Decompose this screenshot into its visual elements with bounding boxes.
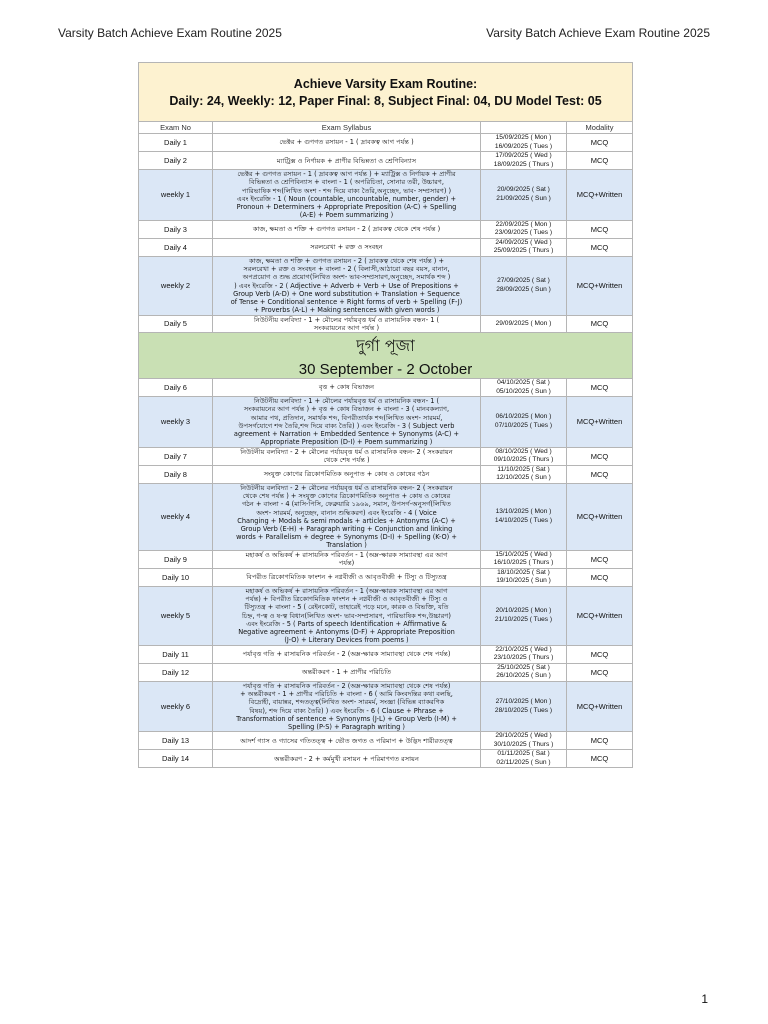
- date-line: 11/10/2025 ( Sat ): [497, 465, 550, 473]
- date-cell: [481, 645, 567, 663]
- modality-cell: MCQ: [567, 447, 633, 465]
- syllabus-line: আমার পথ, প্রতিদান, সমার্থক শব্দ, বিপরীতার্থক শব্দ(লিখিত অংশ- সারমর্ম,: [250, 413, 443, 422]
- date-line: 16/09/2025 ( Tues ): [494, 142, 553, 150]
- date-line: 19/10/2025 ( Sun ): [496, 577, 551, 585]
- date-cell: [481, 152, 567, 170]
- syllabus-cell: [213, 134, 481, 152]
- syllabus-cell: [213, 397, 481, 447]
- syllabus-cell: [213, 732, 481, 750]
- syllabus-line: বিদ্রোহী, বায়ান্নর, শব্দতত্ত্ব(লিখিত অংশ- সারমর্ম, সংজ্ঞা (বিভিন্ন ব্যাকরণিক: [248, 698, 445, 707]
- date-line: 24/09/2025 ( Wed ): [495, 238, 552, 246]
- exam-no-cell: Daily 6: [139, 379, 213, 397]
- table-row: [139, 397, 633, 447]
- modality-cell: MCQ: [567, 732, 633, 750]
- syllabus-line: নিউটনীয় বলবিদ্যা - 1 + মৌলের পর্যায়বৃত্ত ধর্ম ও রাসায়নিক বন্ধন- 1 (: [253, 315, 440, 324]
- exam-no-cell: weekly 5: [139, 586, 213, 645]
- table-row: [139, 568, 633, 586]
- syllabus-line: সংকরায়নের আগ পর্যন্ত ) + বৃত্ত + কোষ বিভাজন + বাংলা - 3 ( মানবকল্যাণ,: [243, 405, 450, 414]
- date-line: 15/10/2025 ( Wed ): [495, 550, 552, 558]
- exam-no-cell: Daily 5: [139, 315, 213, 332]
- table-row: [139, 315, 633, 332]
- date-line: 17/09/2025 ( Wed ): [495, 152, 552, 160]
- syllabus-line: বিষয়), শব্দ দিয়ে বাক্য তৈরি) ) এবং ইংরেজি - 6 ( Clause + Phrase +: [249, 706, 444, 715]
- syllabus-line: সরলরেখা + রক্ত ও সংবহন + বাংলা - 2 ( বিলাসী,আঠারো বছর বয়স, বানান,: [243, 265, 450, 274]
- syllabus-line: Changing + Modals & semi modals + articles + Antonyms (A-C) +: [237, 516, 456, 525]
- syllabus-cell: [213, 256, 481, 315]
- exam-no-cell: weekly 4: [139, 483, 213, 550]
- modality-cell: MCQ+Written: [567, 681, 633, 731]
- date-cell: [481, 315, 567, 332]
- modality-cell: MCQ: [567, 550, 633, 568]
- date-line: 18/09/2025 ( Thurs ): [493, 160, 554, 168]
- syllabus-line: মহাকর্ষ ও অভিকর্ষ + রাসায়নিক পরিবর্তন - 1 (অম্ল-ক্ষারক সাম্যাবস্থা এর আগ: [245, 586, 448, 595]
- syllabus-cell: [213, 663, 481, 681]
- date-cell: [481, 379, 567, 397]
- exam-no-cell: Daily 14: [139, 750, 213, 768]
- table-row: [139, 645, 633, 663]
- syllabus-line: গঠন + বাংলা - 4 (মাসি-পিসি, ফেব্রুয়ারি ১৯৬৯, সমাস, উপসর্গ-অনুসর্গ(লিখিত: [242, 500, 451, 509]
- exam-no-cell: weekly 6: [139, 681, 213, 731]
- running-header-left: Varsity Batch Achieve Exam Routine 2025: [58, 26, 282, 40]
- syllabus-line: নিউটনীয় বলবিদ্যা - 2 + মৌলের পর্যায়বৃত্ত ধর্ম ও রাসায়নিক বন্ধন- 2 ( সংকরায়ন: [240, 447, 453, 456]
- syllabus-line: ) এবং ইংরেজি - 2 ( Adjective + Adverb + Verb + Use of Prepositions +: [234, 281, 459, 290]
- modality-cell: MCQ: [567, 220, 633, 238]
- routine-sheet: [138, 62, 632, 768]
- syllabus-line: Group Verb (E-H) + Paragraph writing + Conjunction and linking: [240, 524, 453, 533]
- syllabus-cell: [213, 645, 481, 663]
- exam-no-cell: Daily 1: [139, 134, 213, 152]
- date-line: 05/10/2025 ( Sun ): [496, 387, 551, 395]
- syllabus-line: পর্যন্ত) + বিপরীত ত্রিকোণমিতিক ফাংশন + নগ্নবীজী ও আবৃতবীজী + টিস্যু ও: [245, 595, 448, 604]
- date-line: 13/10/2025 ( Mon ): [495, 508, 552, 516]
- syllabus-line: নিউটনীয় বলবিদ্যা - 2 + মৌলের পর্যায়বৃত্ত ধর্ম ও রাসায়নিক বন্ধন- 2 ( সংকরায়ন: [240, 483, 453, 492]
- syllabus-line: সংযুক্ত কোণের ত্রিকোণমিতিক অনুপাত + কোষ ও কোষের গঠন: [263, 470, 430, 479]
- date-line: 02/11/2025 ( Sun ): [496, 758, 551, 766]
- exam-no-cell: Daily 13: [139, 732, 213, 750]
- table-row: [139, 238, 633, 256]
- syllabus-line: বিভিন্নতা ও শ্রেণিবিন্যাস + বাংলা - 1 ( অপরিচিতা, সোনার তরী, উচ্চারণ,: [249, 178, 444, 187]
- syllabus-line: Group Verb (A-D) + One word substitution + Translation + Sequence: [233, 289, 460, 298]
- modality-cell: MCQ: [567, 645, 633, 663]
- routine-table: [138, 62, 633, 768]
- column-header-row: [139, 122, 633, 134]
- date-cell: [481, 256, 567, 315]
- exam-no-cell: Daily 9: [139, 550, 213, 568]
- syllabus-cell: [213, 681, 481, 731]
- date-line: 14/10/2025 ( Tues ): [494, 516, 553, 524]
- modality-cell: MCQ: [567, 568, 633, 586]
- col-header-syllabus: Exam Syllabus: [213, 122, 481, 134]
- date-line: 08/10/2025 ( Wed ): [495, 447, 552, 455]
- syllabus-line: (A-E) + Poem summarizing ): [299, 211, 394, 220]
- holiday-title: দুর্গা পূজা: [356, 336, 415, 356]
- syllabus-line: সংকরায়নের আগ পর্যন্ত ): [313, 323, 380, 332]
- syllabus-line: + Proverbs (A-L) + Making sentences with given words ): [253, 306, 440, 315]
- date-cell: [481, 238, 567, 256]
- syllabus-cell: [213, 238, 481, 256]
- date-line: 09/10/2025 ( Thurs ): [493, 456, 554, 464]
- table-row: [139, 465, 633, 483]
- date-cell: [481, 465, 567, 483]
- exam-no-cell: Daily 10: [139, 568, 213, 586]
- routine-title: [139, 63, 633, 122]
- page-number: 1: [701, 992, 708, 1006]
- modality-cell: MCQ: [567, 152, 633, 170]
- date-line: 27/09/2025 ( Sat ): [497, 277, 550, 285]
- running-header-right: Varsity Batch Achieve Exam Routine 2025: [486, 26, 710, 40]
- exam-no-cell: weekly 1: [139, 170, 213, 220]
- exam-no-cell: Daily 7: [139, 447, 213, 465]
- table-row: [139, 447, 633, 465]
- date-cell: [481, 681, 567, 731]
- syllabus-cell: [213, 315, 481, 332]
- date-line: 29/10/2025 ( Wed ): [495, 732, 552, 740]
- modality-cell: MCQ: [567, 238, 633, 256]
- syllabus-cell: [213, 220, 481, 238]
- date-line: 15/09/2025 ( Mon ): [495, 134, 552, 141]
- date-line: 01/11/2025 ( Sat ): [497, 750, 550, 758]
- syllabus-line: এবং ইংরেজি - 1 ( Noun (countable, uncountable, number, gender) +: [236, 194, 457, 203]
- syllabus-cell: [213, 170, 481, 220]
- routine-title-line1: Achieve Varsity Exam Routine:: [293, 76, 478, 91]
- syllabus-line: ভেক্টর + গুণগত রসায়ন - 1 ( দ্রাবকত্ব আগ পর্যন্ত ) + ম্যাট্রিক্স ও নির্ণায়ক + প্রাণীর: [237, 170, 456, 179]
- holiday-dates: 30 September - 2 October: [298, 361, 473, 379]
- modality-cell: MCQ: [567, 750, 633, 768]
- syllabus-cell: [213, 379, 481, 397]
- date-line: 21/09/2025 ( Sun ): [496, 194, 551, 202]
- table-row: [139, 220, 633, 238]
- syllabus-cell: [213, 750, 481, 768]
- exam-no-cell: Daily 11: [139, 645, 213, 663]
- date-line: 06/10/2025 ( Mon ): [495, 413, 552, 421]
- date-line: 04/10/2025 ( Sat ): [497, 379, 550, 387]
- date-cell: [481, 220, 567, 238]
- exam-no-cell: weekly 3: [139, 397, 213, 447]
- exam-no-cell: Daily 2: [139, 152, 213, 170]
- syllabus-line: আদর্শ গ্যাস ও গ্যাসের গতিতত্ত্ব + ভৌত জগত ও পরিমাপ + উদ্ভিদ শারীরতত্ত্ব: [240, 736, 453, 745]
- holiday-row: [139, 333, 633, 379]
- syllabus-line: নিউটনীয় বলবিদ্যা - 1 + মৌলের পর্যায়বৃত্ত ধর্ম ও রাসায়নিক বন্ধন- 1 (: [253, 397, 440, 406]
- syllabus-cell: [213, 586, 481, 645]
- table-row: [139, 681, 633, 731]
- date-line: 27/10/2025 ( Mon ): [495, 697, 552, 705]
- syllabus-line: + অন্তরীকরণ - 1 + প্রাণীর পরিচিতি + বাংলা - 6 ( আমি কিংবদন্তির কথা বলছি,: [240, 690, 453, 699]
- date-cell: [481, 568, 567, 586]
- date-line: 28/10/2025 ( Tues ): [494, 706, 553, 714]
- date-line: 26/10/2025 ( Sun ): [496, 672, 551, 680]
- modality-cell: MCQ+Written: [567, 397, 633, 447]
- date-cell: [481, 732, 567, 750]
- syllabus-line: Negative agreement + Antonyms (D-F) + Appropriate Preposition: [238, 628, 455, 637]
- date-cell: [481, 134, 567, 152]
- date-cell: [481, 663, 567, 681]
- syllabus-line: থেকে শেষ পর্যন্ত ) + সংযুক্ত কোণের ত্রিকোণমিতিক অনুপাত + কোষ ও কোষের: [242, 492, 451, 501]
- modality-cell: MCQ: [567, 315, 633, 332]
- exam-no-cell: Daily 4: [139, 238, 213, 256]
- syllabus-line: words + Parallelism + degree + Synonyms (D-I) + Spelling (K-O) +: [236, 533, 457, 542]
- syllabus-line: পর্যাবৃত্ত গতি + রাসায়নিক পরিবর্তন - 2 (অম্ল-ক্ষারক সাম্যাবস্থা থেকে শেষ পর্যন্ত): [242, 650, 451, 658]
- syllabus-line: টিস্যুতন্ত্র + বাংলা - 5 ( রেইনকোট, তাহারেই পড়ে মনে, কারক ও বিভক্তি, যতি: [244, 603, 449, 612]
- modality-cell: MCQ: [567, 379, 633, 397]
- syllabus-line: অন্তরীকরণ - 2 + কর্মমুখী রসায়ন + পরিমাণগত রসায়ন: [274, 754, 419, 763]
- exam-no-cell: Daily 12: [139, 663, 213, 681]
- table-row: [139, 379, 633, 397]
- syllabus-line: পর্যন্ত): [338, 559, 355, 568]
- date-cell: [481, 483, 567, 550]
- syllabus-line: বিপরীত ত্রিকোণমিতিক ফাংশন + নগ্নবীজী ও আবৃতবীজী + টিস্যু ও টিস্যুতন্ত্র: [246, 573, 447, 582]
- holiday-banner: [139, 333, 633, 379]
- syllabus-line: ভেক্টর + গুণগত রসায়ন - 1 ( দ্রাবকত্ব আগ পর্যন্ত ): [279, 138, 414, 147]
- syllabus-cell: [213, 568, 481, 586]
- syllabus-line: বৃত্ত + কোষ বিভাজন: [318, 383, 375, 392]
- date-line: 16/10/2025 ( Thurs ): [493, 559, 554, 567]
- syllabus-cell: [213, 483, 481, 550]
- table-row: [139, 152, 633, 170]
- syllabus-line: কাজ, ক্ষমতা ও শক্তি + গুণগত রসায়ন - 2 ( দ্রাবকত্ব থেকে শেষ পর্যন্ত ): [252, 225, 441, 234]
- syllabus-line: (J-O) + Literary Devices from poems ): [284, 636, 409, 645]
- date-cell: [481, 397, 567, 447]
- table-row: [139, 586, 633, 645]
- date-line: 28/09/2025 ( Sun ): [496, 285, 551, 293]
- modality-cell: MCQ+Written: [567, 170, 633, 220]
- table-row: [139, 750, 633, 768]
- date-line: 12/10/2025 ( Sun ): [496, 474, 551, 482]
- syllabus-cell: [213, 447, 481, 465]
- date-line: 25/10/2025 ( Sat ): [497, 663, 550, 671]
- syllabus-line: Pronoun + Determiners + Appropriate Preposition (A-C) + Spelling: [236, 203, 457, 212]
- syllabus-line: কাজ, ক্ষমতা ও শক্তি + গুণগত রসায়ন - 2 ( দ্রাবকত্ব থেকে শেষ পর্যন্ত ) +: [249, 256, 444, 265]
- exam-no-cell: Daily 3: [139, 220, 213, 238]
- date-line: 18/10/2025 ( Sat ): [497, 568, 550, 576]
- date-cell: [481, 750, 567, 768]
- syllabus-cell: [213, 465, 481, 483]
- syllabus-line: মহাকর্ষ ও অভিকর্ষ + রাসায়নিক পরিবর্তন - 1 (অম্ল-ক্ষারক সাম্যাবস্থা এর আগ: [245, 551, 448, 559]
- syllabus-line: Transformation of sentence + Synonyms (J-L) + Group Verb (I-M) +: [236, 714, 457, 723]
- routine-title-line2: Daily: 24, Weekly: 12, Paper Final: 8, Subject Final: 04, DU Model Test: 05: [169, 93, 602, 108]
- date-line: 29/09/2025 ( Mon ): [495, 319, 552, 327]
- date-cell: [481, 170, 567, 220]
- date-line: 22/10/2025 ( Wed ): [495, 645, 552, 653]
- table-row: [139, 550, 633, 568]
- table-row: [139, 483, 633, 550]
- date-cell: [481, 586, 567, 645]
- syllabus-line: অংশ- সারমর্ম, অনুচ্ছেদ, বানান শুদ্ধিকরণ) এবং ইংরেজি - 4 ( Voice: [256, 508, 437, 517]
- syllabus-cell: [213, 152, 481, 170]
- table-row: [139, 663, 633, 681]
- table-row: [139, 732, 633, 750]
- exam-no-cell: Daily 8: [139, 465, 213, 483]
- table-row: [139, 170, 633, 220]
- col-header-exam: Exam No: [139, 122, 213, 134]
- col-header-date: [481, 122, 567, 134]
- date-line: 23/10/2025 ( Thurs ): [493, 654, 554, 662]
- syllabus-line: পারিভাষিক শব্দ(লিখিত অংশ - শব্দ দিয়ে বাক্য তৈরি,অনুচ্ছেদ, ভাব- সম্প্রসারণ) ): [241, 186, 452, 195]
- syllabus-line: অন্তরীকরণ - 1 + প্রাণীর পরিচিতি: [301, 668, 392, 677]
- syllabus-line: এবং ইংরেজি - 5 ( Parts of speech Identification + Affirmative &: [246, 619, 447, 628]
- syllabus-line: উপসর্গযোগে শব্দ তৈরি,শব্দ দিয়ে বাক্য তৈরি) ) এবং ইংরেজি - 3 ( Subject verb: [238, 421, 455, 430]
- date-line: 21/10/2025 ( Tues ): [494, 615, 553, 623]
- syllabus-line: Translation ): [326, 541, 367, 550]
- date-line: 20/09/2025 ( Sat ): [497, 186, 550, 194]
- syllabus-cell: [213, 550, 481, 568]
- modality-cell: MCQ: [567, 134, 633, 152]
- col-header-modality: Modality: [567, 122, 633, 134]
- modality-cell: MCQ+Written: [567, 256, 633, 315]
- modality-cell: MCQ+Written: [567, 586, 633, 645]
- syllabus-line: সরলরেখা + রক্ত ও সংবহন: [310, 243, 383, 252]
- syllabus-line: agreement + Narration + Embedded Sentence + Synonyms (A-C) +: [233, 430, 460, 439]
- date-cell: [481, 550, 567, 568]
- table-row: [139, 134, 633, 152]
- syllabus-line: of Tense + Conditional sentence + Right forms of verb + Spelling (F-J): [230, 298, 463, 307]
- date-line: 22/09/2025 ( Mon ): [495, 220, 552, 228]
- exam-no-cell: weekly 2: [139, 256, 213, 315]
- date-cell: [481, 447, 567, 465]
- syllabus-line: পর্যাবৃত্ত গতি + রাসায়নিক পরিবর্তন - 2 (অম্ল-ক্ষারক সাম্যাবস্থা থেকে শেষ পর্যন্ত): [242, 681, 451, 690]
- modality-cell: MCQ+Written: [567, 483, 633, 550]
- syllabus-line: অপপ্রয়োগ ও শুদ্ধ প্রয়োগ(লিখিত অংশ- ভাব-সম্প্রসারণ,অনুচ্ছেদ, সমার্থক শব্দ ): [242, 273, 451, 282]
- table-row: [139, 256, 633, 315]
- date-line: 07/10/2025 ( Tues ): [494, 421, 553, 429]
- syllabus-line: চিহ্ন, ণ-ত্ব ও ষ-ত্ব বিধান(লিখিত অংশ- ভাব-সম্প্রসারণ, পারিভাষিক শব্দ,উচ্চারণ): [242, 611, 451, 620]
- modality-cell: MCQ: [567, 663, 633, 681]
- syllabus-line: থেকে শেষ পর্যন্ত ): [323, 456, 370, 465]
- date-line: 20/10/2025 ( Mon ): [495, 607, 552, 615]
- syllabus-line: Appropriate Preposition (D-I) + Poem summarizing ): [260, 438, 433, 447]
- syllabus-line: Spelling (P-S) + Paragraph writing ): [288, 722, 405, 731]
- date-line: 25/09/2025 ( Thurs ): [493, 247, 554, 255]
- date-line: 30/10/2025 ( Thurs ): [493, 740, 554, 748]
- date-line: 23/09/2025 ( Tues ): [494, 229, 553, 237]
- modality-cell: MCQ: [567, 465, 633, 483]
- syllabus-line: ম্যাট্রিক্স ও নির্ণায়ক + প্রাণীর বিভিন্নতা ও শ্রেণিবিন্যাস: [276, 156, 417, 165]
